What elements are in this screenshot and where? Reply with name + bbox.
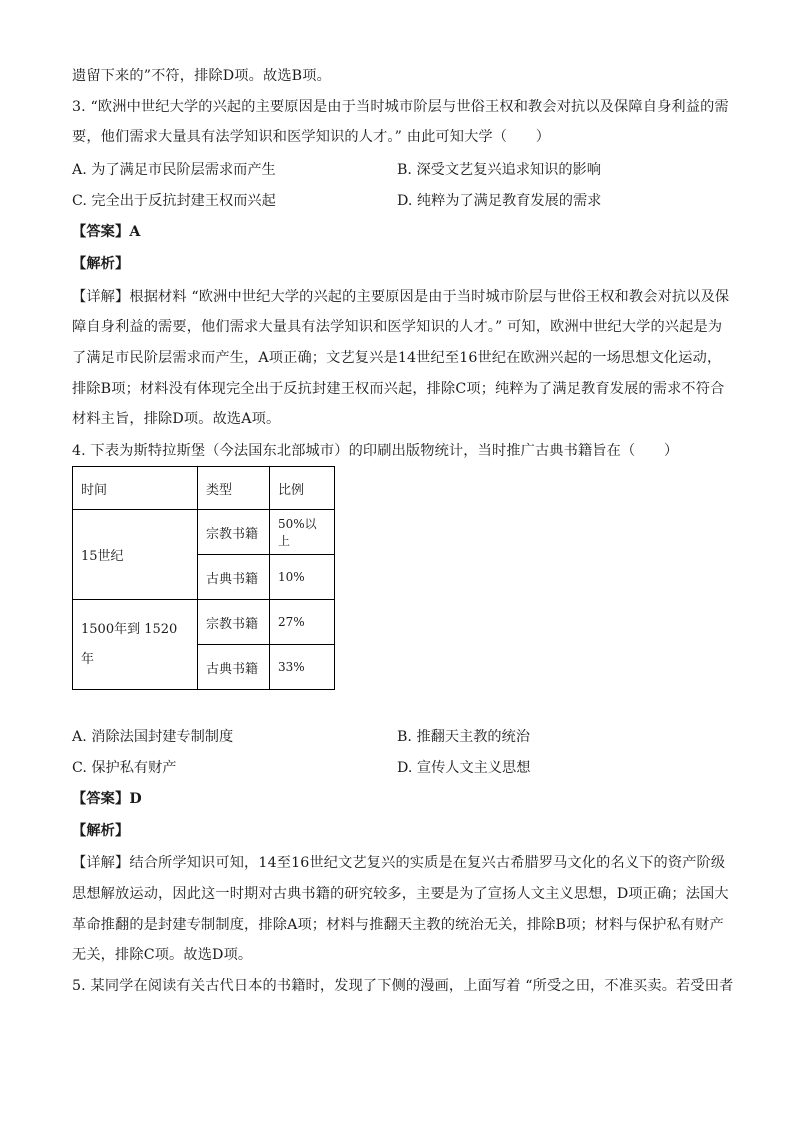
q3-detail-line: 障自身利益的需要，他们需求大量具有法学知识和医学知识的人才。” 可知，欧洲中世纪大学的兴起是为 [72, 319, 723, 335]
q3-detail-line: 【详解】根据材料 “欧洲中世纪大学的兴起的主要原因是由于当时城市阶层与世俗王权和教会对抗以及保 [72, 289, 730, 305]
q4-detail-line: 【详解】结合所学知识可知，14至16世纪文艺复兴的实质是在复兴古希腊罗马文化的名义下的资产阶级 [72, 855, 726, 871]
q4-answer: 【答案】D [72, 791, 142, 807]
q3-detail-line: 材料主旨，排除D项。故选A项。 [72, 411, 281, 427]
table-header-cell: 时间 [73, 467, 198, 510]
table-row [73, 510, 335, 555]
q3-detail-line: 了满足市民阶层需求而产生，A项正确；文艺复兴是14世纪至16世纪在欧洲兴起的一场思想文化运动， [72, 350, 722, 366]
table-cell-type: 古典书籍 [198, 555, 270, 600]
q4-analysis-label: 【解析】 [72, 823, 130, 839]
table-cell-ratio: 10% [270, 555, 335, 600]
table-cell-ratio: 33% [270, 645, 335, 690]
text-line: 遗留下来的”不符，排除D项。故选B项。 [72, 68, 331, 84]
question-3-stem-cont: 要，他们需求大量具有法学知识和医学知识的人才。” 由此可知大学（ ） [72, 129, 551, 145]
table-header-row [73, 467, 335, 510]
q3-option-b: B. 深受文艺复兴追求知识的影响 [397, 162, 601, 178]
q4-detail-line: 无关，排除C项。故选D项。 [72, 947, 253, 963]
q3-option-c: C. 完全出于反抗封建王权而兴起 [72, 193, 276, 209]
q4-option-a: A. 消除法国封建专制制度 [72, 729, 234, 745]
q4-option-b: B. 推翻天主教的统治 [397, 729, 530, 745]
question-4-stem: 4. 下表为斯特拉斯堡（今法国东北部城市）的印刷出版物统计，当时推广古典书籍旨在（ ） [72, 443, 679, 459]
q4-detail-line: 思想解放运动，因此这一时期对古典书籍的研究较多，主要是为了宣扬人文主义思想，D项正确；法国大 [72, 886, 729, 902]
q3-answer: 【答案】A [72, 224, 141, 240]
table-header-cell: 类型 [198, 467, 270, 510]
period-text: 1500年到 1520 [81, 621, 178, 637]
table-cell-period: 15世纪 [73, 510, 198, 600]
q4-option-c: C. 保护私有财产 [72, 760, 177, 776]
q3-option-d: D. 纯粹为了满足教育发展的需求 [397, 193, 602, 209]
table-row [73, 600, 335, 645]
print-statistics-table [72, 466, 335, 690]
question-5-stem: 5. 某同学在阅读有关古代日本的书籍时，发现了下侧的漫画，上面写着 “所受之田，不准买卖。若受田者 [72, 978, 734, 994]
q3-detail-line: 排除B项；材料没有体现完全出于反抗封建王权而兴起，排除C项；纯粹为了满足教育发展的需求不符合 [72, 381, 725, 397]
q4-detail-line: 革命推翻的是封建专制制度，排除A项；材料与推翻天主教的统治无关，排除B项；材料与保护私有财产 [72, 917, 724, 933]
table-cell-type: 古典书籍 [198, 645, 270, 690]
table-cell-ratio: 50%以上 [270, 510, 335, 555]
question-3-stem: 3. “欧洲中世纪大学的兴起的主要原因是由于当时城市阶层与世俗王权和教会对抗以及保障自身利益的需 [72, 99, 729, 115]
table-cell-ratio: 27% [270, 600, 335, 645]
table-header-cell: 比例 [270, 467, 335, 510]
table-cell-period [73, 600, 198, 690]
q3-option-a: A. 为了满足市民阶层需求而产生 [72, 162, 276, 178]
table-cell-type: 宗教书籍 [198, 600, 270, 645]
table-cell-type: 宗教书籍 [198, 510, 270, 555]
q3-analysis-label: 【解析】 [72, 256, 130, 272]
period-text: 年 [81, 651, 95, 667]
q4-option-d: D. 宣传人文主义思想 [397, 760, 531, 776]
